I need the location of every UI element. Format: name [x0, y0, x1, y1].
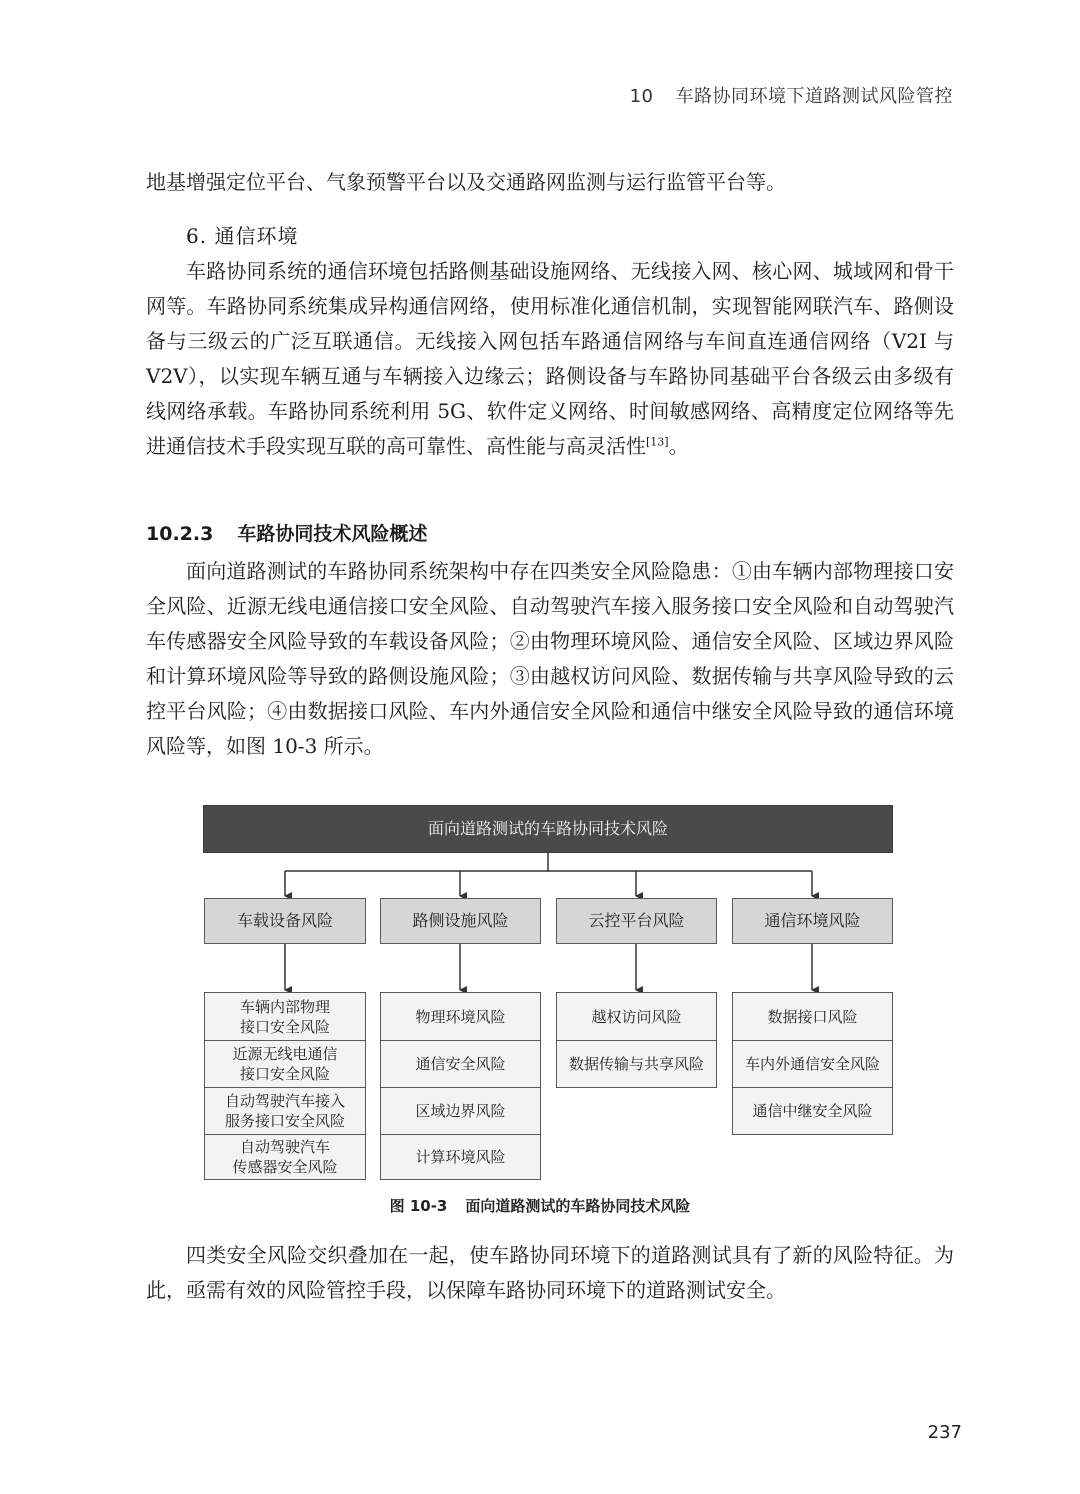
group-cloud-platform: [556, 992, 717, 1088]
risk-item: 计算环境风险: [381, 1134, 540, 1178]
category-vehicle-equipment: 车载设备风险: [204, 898, 366, 944]
subsection-heading: 6. 通信环境: [186, 224, 299, 248]
risk-item: 通信中继安全风险: [733, 1087, 892, 1133]
citation-ref: [13]: [646, 435, 669, 449]
group-vehicle-equipment: [204, 992, 366, 1180]
category-communication-env: 通信环境风险: [732, 898, 893, 944]
figure-number: 图 10-3: [389, 1197, 448, 1215]
communication-text: 车路协同系统的通信环境包括路侧基础设施网络、无线接入网、核心网、城域网和骨干网等。车路协同系统集成异构通信网络，使用标准化通信机制，实现智能网联汽车、路侧设备与三级云的广泛互联通信。无线接入网包括车路通信网络与车间直连通信网络（V2I 与 V2V），以实现车辆互通与车辆接入边缘云；路侧设备与车路协同基础平台各级云由多级有线网络承载。车路协同系统利用 5G、软件定义网络、时间敏感网络、高精度定位网络等先进通信技术手段实现互联的高可靠性、高性能与高灵活性: [146, 259, 954, 458]
closing-paragraph: 四类安全风险交织叠加在一起，使车路协同环境下的道路测试具有了新的风险特征。为此，亟需有效的风险管控手段，以保障车路协同环境下的道路测试安全。: [146, 1243, 954, 1302]
section-title: 车路协同技术风险概述: [237, 523, 428, 545]
figure-caption: [0, 1195, 1080, 1216]
chapter-title: 车路协同环境下道路测试风险管控: [675, 86, 953, 107]
group-roadside-facility: [380, 992, 541, 1180]
risk-item: 通信安全风险: [381, 1040, 540, 1087]
risk-item: 区域边界风险: [381, 1087, 540, 1134]
chapter-number: 10: [629, 86, 654, 107]
section-number: 10.2.3: [146, 523, 214, 545]
communication-text-end: 。: [668, 434, 689, 458]
page-number: 237: [927, 1422, 962, 1443]
risk-item: 物理环境风险: [415, 1007, 506, 1026]
category-roadside-facility: 路侧设施风险: [380, 898, 541, 944]
risk-item: 自动驾驶汽车接入 服务接口安全风险: [205, 1087, 365, 1134]
risk-item: 自动驾驶汽车 传感器安全风险: [205, 1134, 365, 1178]
group-communication-env: [732, 992, 893, 1135]
risk-item: 车辆内部物理 接口安全风险: [239, 997, 330, 1036]
risk-item: 近源无线电通信 接口安全风险: [205, 1040, 365, 1087]
section-paragraph: 面向道路测试的车路协同系统架构中存在四类安全风险隐患：①由车辆内部物理接口安全风险、近源无线电通信接口安全风险、自动驾驶汽车接入服务接口安全风险和自动驾驶汽车传感器安全风险导致的车载设备风险；②由物理环境风险、通信安全风险、区域边界风险和计算环境风险等导致的路侧设施风险；③由越权访问风险、数据传输与共享风险导致的云控平台风险；④由数据接口风险、车内外通信安全风险和通信中继安全风险导致的通信环境风险等，如图 10-3 所示。: [146, 559, 954, 758]
root-node: 面向道路测试的车路协同技术风险: [203, 805, 893, 853]
continued-paragraph: 地基增强定位平台、气象预警平台以及交通路网监测与运行监管平台等。: [146, 170, 786, 194]
figure-title: 面向道路测试的车路协同技术风险: [465, 1197, 691, 1215]
risk-item: 越权访问风险: [591, 1007, 682, 1026]
risk-item: 数据接口风险: [767, 1007, 858, 1026]
category-cloud-platform: 云控平台风险: [556, 898, 717, 944]
risk-item: 数据传输与共享风险: [557, 1040, 716, 1086]
risk-item: 车内外通信安全风险: [733, 1040, 892, 1087]
